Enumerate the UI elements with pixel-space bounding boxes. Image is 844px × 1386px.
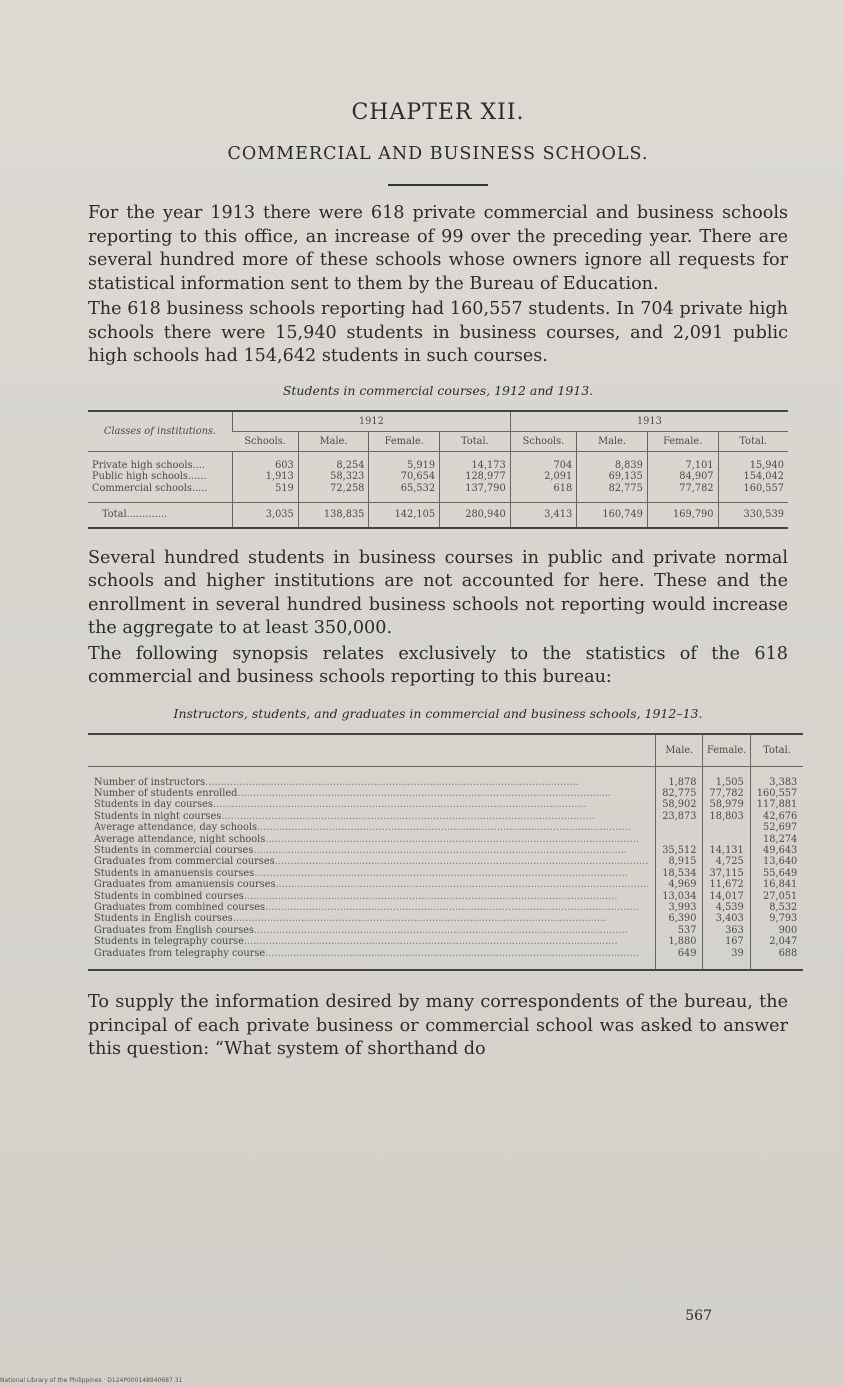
female-value: 4,725 — [703, 856, 750, 867]
female-value: 14,131 — [703, 845, 750, 856]
female-value: 77,782 — [703, 788, 750, 799]
document-body — [88, 90, 798, 1062]
total-value: 117,881 — [750, 799, 803, 810]
female-value — [703, 822, 750, 833]
leader-dots: ........................................................................................................................ — [265, 947, 639, 959]
students-table — [88, 410, 788, 529]
female-value: 4,539 — [703, 902, 750, 913]
male-value: 82,775 — [656, 788, 703, 799]
scan-footer: National Library of the Philippines · D124P000148940687 31 — [0, 1377, 183, 1384]
total-value: 160,557 — [750, 788, 803, 799]
leader-dots: ........................................................................................................................ — [232, 913, 607, 925]
total-value: 27,051 — [750, 891, 803, 902]
leader-dots: ........................................................................................................................ — [253, 844, 628, 856]
year-1912-header: 1912 — [233, 411, 511, 432]
instructors-table-body — [88, 766, 803, 970]
row-label: Graduates from telegraphy course........................................................................................................................ — [94, 947, 639, 959]
total-value: 2,047 — [750, 936, 803, 947]
table2-caption: Instructors, students, and graduates in commercial and business schools, 1912–13. — [173, 705, 703, 721]
table-row — [88, 856, 803, 867]
table1-caption: Students in commercial courses, 1912 and 1913. — [282, 382, 594, 398]
table-row — [88, 799, 803, 810]
table-row — [88, 766, 803, 788]
female-value: 11,672 — [703, 879, 750, 890]
col-header-male: Male. — [656, 734, 703, 767]
paragraph: To supply the information desired by many correspondents of the bureau, the principal of each private business or commercial school was asked to answer this question: “What system of shorthand do — [88, 992, 788, 1059]
chapter-title: COMMERCIAL AND BUSINESS SCHOOLS. — [227, 144, 649, 164]
table-row — [88, 891, 803, 902]
leader-dots: ........................................................................................................................ — [253, 924, 628, 936]
male-value: 23,873 — [656, 811, 703, 822]
leader-dots: ........................................................................................................................ — [265, 833, 640, 845]
female-value: 37,115 — [703, 868, 750, 879]
leader-dots: ........................................................................................................................ — [237, 787, 612, 799]
col-header: Schools. — [510, 431, 576, 451]
leader-dots: ........................................................................................................................ — [265, 901, 639, 913]
col-header: Total. — [718, 431, 788, 451]
female-value: 363 — [703, 925, 750, 936]
total-value: 900 — [750, 925, 803, 936]
male-value: 8,915 — [656, 856, 703, 867]
col-header: Female. — [369, 431, 440, 451]
chapter-heading: CHAPTER XII. — [351, 100, 525, 125]
male-value: 1,880 — [656, 936, 703, 947]
total-value: 55,649 — [750, 868, 803, 879]
class-header: Classes of institutions. — [88, 411, 233, 452]
total-value: 3,383 — [750, 766, 803, 788]
table-row — [88, 879, 803, 890]
total-value: 9,793 — [750, 913, 803, 924]
paragraph: For the year 1913 there were 618 private commercial and business schools reporting to this office, an increase of 99 over the preceding year. There are several hundred more of these schools whose owners ignore all requests for statistical information sent to them by the Bureau of Education. — [88, 203, 788, 294]
row-label: Average attendance, night schools........................................................................................................................ — [94, 833, 640, 845]
male-value: 537 — [656, 925, 703, 936]
male-value — [656, 822, 703, 833]
row-label: Average attendance, day schools........................................................................................................................ — [94, 822, 631, 834]
instructors-table — [88, 733, 803, 972]
total-value: 16,841 — [750, 879, 803, 890]
table-row — [88, 811, 803, 822]
table-row — [88, 788, 803, 799]
page-number: 567 — [685, 1308, 712, 1324]
row-label: Students in combined courses........................................................................................................................ — [94, 890, 618, 902]
male-value: 4,969 — [656, 879, 703, 890]
row-label: Students in night courses........................................................................................................................ — [94, 810, 595, 822]
female-value — [703, 834, 750, 845]
row-label: Number of instructors........................................................................................................................ — [94, 776, 579, 788]
row-label: Graduates from English courses........................................................................................................................ — [94, 924, 628, 936]
paragraph: Several hundred students in business courses in public and private normal schools and higher institutions are not accounted for here. These and the enrollment in several hundred business schools not reporting would increase the aggregate to at least 350,000. — [88, 547, 788, 638]
leader-dots: ........................................................................................................................ — [254, 867, 628, 879]
male-value: 3,993 — [656, 902, 703, 913]
male-value: 35,512 — [656, 845, 703, 856]
blank-header — [88, 734, 656, 767]
female-value: 14,017 — [703, 891, 750, 902]
total-value: 42,676 — [750, 811, 803, 822]
total-value: 688 — [750, 948, 803, 970]
table-row — [88, 822, 803, 833]
col-header: Schools. — [233, 431, 299, 451]
table-row — [88, 913, 803, 924]
title-rule — [388, 184, 488, 186]
leader-dots: ........................................................................................................................ — [274, 856, 649, 868]
female-value: 1,505 — [703, 766, 750, 788]
female-value: 167 — [703, 936, 750, 947]
col-header-female: Female. — [703, 734, 750, 767]
table-row — [88, 868, 803, 879]
male-value: 58,902 — [656, 799, 703, 810]
leader-dots: ........................................................................................................................ — [243, 936, 618, 948]
paragraph: The 618 business schools reporting had 160,557 students. In 704 private high schools there were 15,940 students in business courses, and 2,091 public high schools had 154,642 students in such courses. — [88, 299, 788, 366]
row-label: Graduates from amanuensis courses........................................................................................................................ — [94, 879, 650, 891]
male-value: 18,534 — [656, 868, 703, 879]
table-row: Public high schools...... 1,913 58,323 70,654 128,977 2,091 69,135 84,907 154,042 — [88, 471, 788, 483]
row-label: Students in amanuensis courses........................................................................................................................ — [94, 867, 628, 879]
table-row — [88, 936, 803, 947]
female-value: 3,403 — [703, 913, 750, 924]
table-row: Private high schools.... 603 8,254 5,919 14,173 704 8,839 7,101 15,940 — [88, 451, 788, 471]
male-value — [656, 834, 703, 845]
total-value: 13,640 — [750, 856, 803, 867]
table-row — [88, 925, 803, 936]
male-value: 1,878 — [656, 766, 703, 788]
table-row — [88, 948, 803, 970]
leader-dots: ........................................................................................................................ — [243, 890, 618, 902]
male-value: 649 — [656, 948, 703, 970]
col-header: Female. — [647, 431, 718, 451]
total-value: 49,643 — [750, 845, 803, 856]
row-label: Students in telegraphy course........................................................................................................................ — [94, 936, 618, 948]
paragraph: The following synopsis relates exclusively to the statistics of the 618 commercial and business schools reporting to this bureau: — [88, 643, 788, 687]
row-label: Number of students enrolled........................................................................................................................ — [94, 787, 612, 799]
table-row — [88, 902, 803, 913]
male-value: 6,390 — [656, 913, 703, 924]
table-row — [88, 845, 803, 856]
total-value: 18,274 — [750, 834, 803, 845]
total-value: 8,532 — [750, 902, 803, 913]
row-label: Graduates from commercial courses........................................................................................................................ — [94, 856, 649, 868]
leader-dots: ........................................................................................................................ — [205, 776, 579, 788]
female-value: 18,803 — [703, 811, 750, 822]
row-label: Students in day courses........................................................................................................................ — [94, 799, 587, 811]
col-header: Male. — [298, 431, 369, 451]
row-label: Students in commercial courses........................................................................................................................ — [94, 844, 628, 856]
leader-dots: ........................................................................................................................ — [257, 822, 631, 834]
female-value: 39 — [703, 948, 750, 970]
table-row — [88, 834, 803, 845]
table-row: Commercial schools..... 519 72,258 65,532 137,790 618 82,775 77,782 160,557 — [88, 483, 788, 503]
row-label: Graduates from combined courses........................................................................................................................ — [94, 901, 639, 913]
leader-dots: ........................................................................................................................ — [221, 810, 595, 822]
col-header-total: Total. — [750, 734, 803, 767]
female-value: 58,979 — [703, 799, 750, 810]
male-value: 13,034 — [656, 891, 703, 902]
year-1913-header: 1913 — [510, 411, 788, 432]
row-label: Students in English courses........................................................................................................................ — [94, 913, 607, 925]
leader-dots: ........................................................................................................................ — [275, 879, 650, 891]
col-header: Total. — [440, 431, 511, 451]
leader-dots: ........................................................................................................................ — [212, 799, 587, 811]
total-value: 52,697 — [750, 822, 803, 833]
col-header: Male. — [577, 431, 648, 451]
table-total-row: Total............. 3,035 138,835 142,105 280,940 3,413 160,749 169,790 330,539 — [88, 503, 788, 528]
